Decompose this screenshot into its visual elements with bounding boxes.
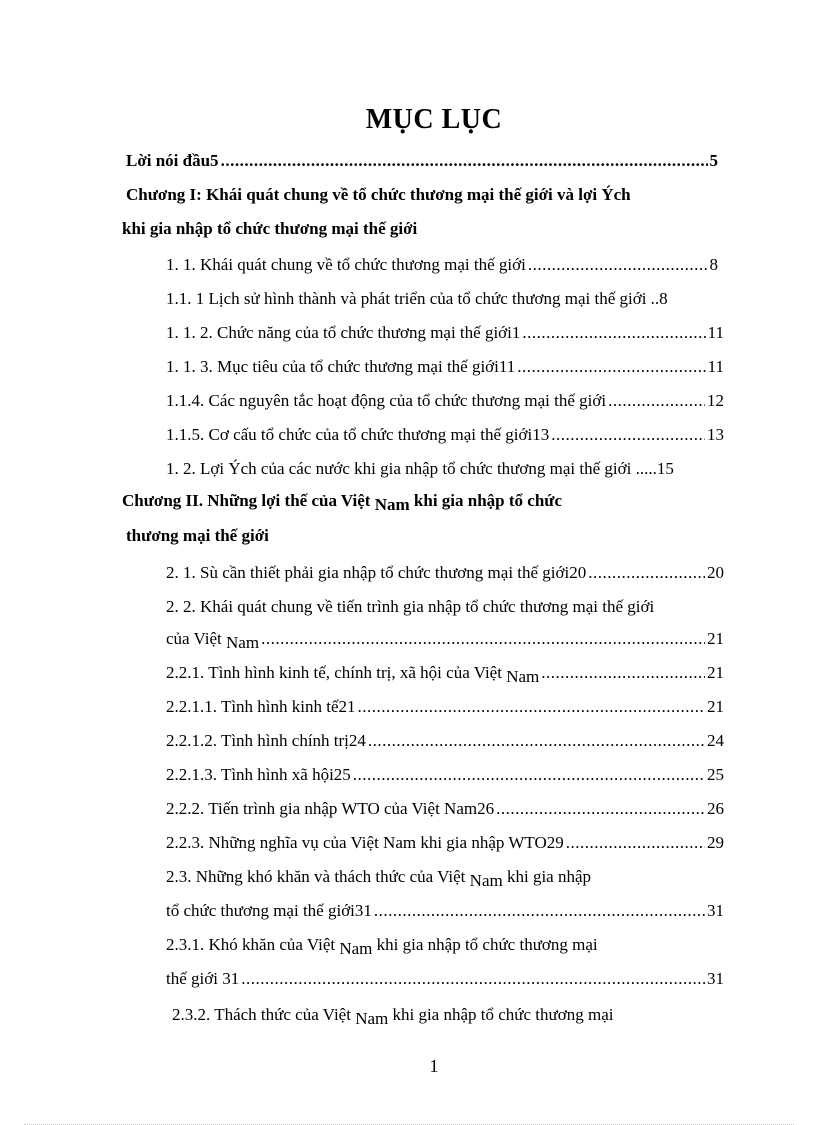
toc-text-subscript: Nam	[374, 495, 410, 514]
dot-leader	[551, 424, 705, 446]
toc-text-part: 2.2.1. Tình hình kinh tế, chính trị, xã hội của Việt	[166, 663, 507, 682]
toc-entry-2-2-cont	[166, 628, 724, 650]
toc-entry-2-3	[166, 866, 591, 888]
toc-entry-text: 1.1.5. Cơ cấu tổ chức của tổ chức thương mại thế giới13	[166, 425, 550, 444]
toc-entry-2-2-1-2	[166, 730, 724, 752]
toc-text-part: khi gia nhập tổ chức thương mại	[388, 1005, 614, 1024]
toc-text-part: khi gia nhập tổ chức thương mại	[372, 935, 598, 954]
dot-leader	[221, 150, 708, 172]
toc-entry-1-1	[166, 254, 718, 276]
toc-entry-2-3-cont	[166, 900, 724, 922]
toc-entry-2-3-2	[172, 1004, 613, 1026]
toc-page-number: 25	[707, 765, 724, 784]
toc-entry-text: thương mại thế giới	[126, 526, 269, 545]
toc-page-number: 13	[707, 425, 724, 444]
toc-page-number: 11	[707, 357, 724, 376]
toc-entry-2-2-2	[166, 798, 724, 820]
toc-entry-text: 2.2.1.3. Tình hình xã hội25	[166, 765, 351, 784]
dot-leader	[608, 390, 705, 412]
toc-entry-1-1-3	[166, 356, 724, 378]
toc-entry-text: 2.2.1.1. Tình hình kinh tế21	[166, 697, 356, 716]
toc-entry-2-2-3	[166, 832, 724, 854]
toc-text-part: 2.3.2. Thách thức của Việt	[172, 1005, 356, 1024]
toc-entry-text	[166, 662, 539, 684]
toc-entry-preface	[126, 150, 718, 172]
toc-entry-text: 1.1. 1 Lịch sử hình thành và phát triển của tổ chức thương mại thế giới ..8	[166, 289, 668, 308]
toc-chapter-1-heading-cont	[122, 218, 417, 240]
toc-entry-text: 2.2.2. Tiến trình gia nhập WTO của Việt Nam26	[166, 799, 495, 818]
toc-entry-text: thế giới 31	[166, 969, 240, 988]
toc-chapter-1-heading	[126, 184, 631, 206]
toc-entry-text	[166, 866, 591, 888]
toc-text-subscript: Nam	[355, 1009, 389, 1028]
toc-text-subscript: Nam	[469, 871, 503, 890]
toc-page-number: 21	[707, 629, 724, 648]
toc-entry-text: Lời nói đầu5	[126, 151, 219, 170]
toc-page-number: 31	[707, 901, 724, 920]
toc-text-part: khi gia nhập tổ chức	[409, 491, 563, 510]
toc-text-part: 2.3. Những khó khăn và thách thức của Việt	[166, 867, 470, 886]
toc-page-number: 31	[707, 969, 724, 988]
toc-entry-2-2-1-1	[166, 696, 724, 718]
toc-entry-text	[122, 490, 562, 512]
toc-page-number: 24	[707, 731, 724, 750]
toc-page-number: 12	[707, 391, 724, 410]
toc-text-part: khi gia nhập	[502, 867, 592, 886]
toc-entry-2-2-1	[166, 662, 724, 684]
toc-entry-text: 1. 2. Lợi Ých của các nước khi gia nhập tổ chức thương mại thế giới .....15	[166, 459, 674, 478]
dot-leader	[541, 662, 705, 684]
page-number: 1	[429, 1056, 439, 1076]
dot-leader	[353, 764, 705, 786]
toc-page-number: 29	[707, 833, 724, 852]
toc-entry-text	[172, 1004, 613, 1026]
toc-entry-2-3-1	[166, 934, 598, 956]
toc-text-part: của Việt	[166, 629, 227, 648]
toc-text-part: 2.3.1. Khó khăn của Việt	[166, 935, 340, 954]
toc-entry-text	[166, 934, 598, 956]
toc-text-subscript: Nam	[506, 667, 540, 686]
toc-entry-1-1-2	[166, 322, 724, 344]
toc-entry-text: khi gia nhập tổ chức thương mại thế giới	[122, 219, 418, 238]
toc-entry-text: tổ chức thương mại thế giới31	[166, 901, 372, 920]
toc-entry-text: 1.1.4. Các nguyên tắc hoạt động của tổ chức thương mại thế giới	[166, 391, 607, 410]
toc-text-part: Chương II. Những lợi thế của Việt	[122, 491, 375, 510]
toc-entry-text: 2. 2. Khái quát chung về tiến trình gia nhập tổ chức thương mại thế giới	[166, 597, 655, 616]
dot-leader	[588, 562, 705, 584]
dot-leader	[261, 628, 705, 650]
toc-entry-text: 2. 1. Sù cần thiết phải gia nhập tổ chức thương mại thế giới20	[166, 563, 587, 582]
toc-entry-text: Chương I: Khái quát chung về tổ chức thương mại thế giới và lợi Ých	[126, 185, 631, 204]
toc-entry-1-2	[166, 458, 674, 480]
dot-leader	[566, 832, 705, 854]
dot-leader	[374, 900, 705, 922]
toc-text-subscript: Nam	[339, 939, 373, 958]
toc-page-number: 20	[707, 563, 724, 582]
toc-entry-text: 2.2.1.2. Tình hình chính trị24	[166, 731, 366, 750]
toc-chapter-2-heading-cont	[126, 525, 269, 547]
toc-page-number: 21	[707, 697, 724, 716]
dot-leader	[496, 798, 705, 820]
dot-leader	[358, 696, 705, 718]
toc-page-number: 5	[709, 151, 718, 170]
toc-entry-2-2-1-3	[166, 764, 724, 786]
toc-entry-2-1	[166, 562, 724, 584]
toc-chapter-2-heading	[122, 490, 562, 512]
toc-entry-2-3-1-cont	[166, 968, 724, 990]
toc-page-number: 11	[707, 323, 724, 342]
page-title: MỤC LỤC	[365, 104, 503, 135]
toc-entry-text: 1. 1. Khái quát chung về tổ chức thương mại thế giới	[166, 255, 526, 274]
toc-text-subscript: Nam	[226, 633, 260, 652]
toc-entry-2-2	[166, 596, 654, 618]
dot-leader	[522, 322, 705, 344]
toc-entry-1-1-1	[166, 288, 668, 310]
dot-leader	[528, 254, 708, 276]
toc-entry-text	[166, 628, 259, 650]
dot-leader	[241, 968, 705, 990]
toc-entry-text: 1. 1. 2. Chức năng của tổ chức thương mại thế giới1	[166, 323, 521, 342]
toc-entry-text: 1. 1. 3. Mục tiêu của tổ chức thương mại thế giới11	[166, 357, 516, 376]
toc-page-number: 8	[709, 255, 718, 274]
dot-leader	[368, 730, 705, 752]
toc-page-number: 21	[707, 663, 724, 682]
toc-entry-text: 2.2.3. Những nghĩa vụ của Việt Nam khi gia nhập WTO29	[166, 833, 564, 852]
toc-entry-1-1-5	[166, 424, 724, 446]
toc-entry-1-1-4	[166, 390, 724, 412]
toc-page-number: 26	[707, 799, 724, 818]
dot-leader	[517, 356, 705, 378]
